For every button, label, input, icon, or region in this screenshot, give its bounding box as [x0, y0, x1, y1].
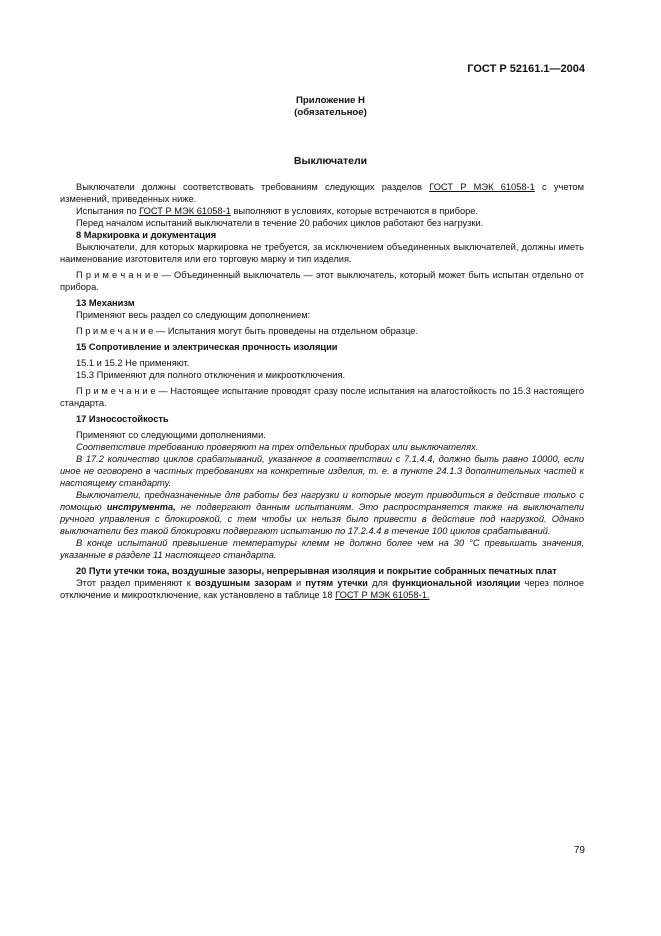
clause-15-line-2: 15.3 Применяют для полного отключения и микроотключения.: [76, 370, 346, 380]
term-bold: воздушным зазорам: [194, 578, 292, 588]
clause-20-text: [60, 577, 584, 601]
page-number: 79: [573, 845, 585, 856]
section-title: Выключатели: [293, 155, 368, 167]
annex-heading: [0, 95, 661, 119]
italic-text: не подвергают данным испытаниям. Это распространяется также на выключатели ручного управления с блокировкой, с тем чтобы их нельзя было привести в действие под нагрузкой. Однако выключатели без такой блокировки подвергают испытанию по 17.2.4.4 в течение 100 циклов срабатываний.: [60, 502, 584, 536]
clause-8-note: П р и м е ч а н и е — Объединенный выключатель — этот выключатель, который может быть испытан отдельно от прибора.: [60, 270, 584, 292]
term-bold: путям утечки: [305, 578, 368, 588]
term-bold: функциональной изоляции: [392, 578, 521, 588]
intro-text: выполняют в условиях, которые встречаются в приборе.: [230, 206, 479, 216]
clause-17-italic-3: [60, 489, 584, 537]
term-bold: инструмента,: [106, 502, 176, 512]
clause-17-heading: 17 Износостойкость: [76, 414, 169, 424]
clause-text: Этот раздел применяют к: [76, 578, 195, 588]
clause-20-heading: 20 Пути утечки тока, воздушные зазоры, непрерывная изоляция и покрытие собранных печатных плат: [76, 566, 557, 576]
clause-8-text: Выключатели, для которых маркировка не требуется, за исключением объединенных выключателей, должны иметь наименование изготовителя или его торговую марку и тип изделия.: [60, 242, 584, 264]
clause-text: для: [367, 578, 393, 588]
clause-17-italic-1: Соответствие требованию проверяют на трех отдельных приборах или выключателях.: [76, 442, 479, 452]
document-number: ГОСТ Р 52161.1—2004: [467, 63, 585, 75]
intro-paragraph-1: [60, 181, 584, 205]
clause-17-italic-2: В 17.2 количество циклов срабатываний, указанное в соответствии с 7.1.4.4, должно быть равно 10000, если иное не оговорено в частных требованиях на конкретные изделия, т. е. в пункте 24.1.3 дополнительных частей к настоящему стандарту.: [60, 454, 584, 488]
standard-reference: ГОСТ Р МЭК 61058-1.: [335, 590, 430, 600]
annex-title: Приложение Н: [296, 95, 365, 106]
clause-13-text: Применяют весь раздел со следующим дополнением:: [76, 310, 311, 320]
annex-status: (обязательное): [294, 107, 367, 118]
italic-text: Выключатели, предназначенные для работы без нагрузки и которые могут приводиться в действие только с помощью: [60, 490, 584, 512]
standard-reference: ГОСТ Р МЭК 61058-1: [139, 206, 231, 216]
clause-text: и: [291, 578, 306, 588]
clause-13-note: П р и м е ч а н и е — Испытания могут быть проведены на отдельном образце.: [76, 326, 419, 336]
intro-paragraph-2: [60, 205, 584, 217]
intro-text: Испытания по: [76, 206, 140, 216]
clause-15-heading: 15 Сопротивление и электрическая прочность изоляции: [76, 342, 338, 352]
intro-text: с учетом изменений, приведенных ниже.: [60, 182, 584, 204]
clause-13-heading: 13 Механизм: [76, 298, 135, 308]
standard-reference: ГОСТ Р МЭК 61058-1: [429, 182, 535, 192]
clause-text: через полное отключение и микроотключение, как установлено в таблице 18: [60, 578, 584, 600]
intro-text: Выключатели должны соответствовать требованиям следующих разделов: [76, 182, 430, 192]
clause-17-italic-4: В конце испытаний превышение температуры клемм не должно более чем на 30 °С превышать значения, указанные в разделе 11 настоящего стандарта.: [60, 538, 584, 560]
document-body: [60, 181, 584, 601]
intro-paragraph-3: Перед началом испытаний выключатели в течение 20 рабочих циклов работают без нагрузки.: [76, 218, 484, 228]
clause-15-line-1: 15.1 и 15.2 Не применяют.: [76, 358, 190, 368]
clause-17-text: Применяют со следующими дополнениями.: [76, 430, 266, 440]
clause-8-heading: 8 Маркировка и документация: [76, 230, 217, 240]
clause-15-note: П р и м е ч а н и е — Настоящее испытание проводят сразу после испытания на влагостойкость по 15.3 настоящего стандарта.: [60, 386, 584, 408]
